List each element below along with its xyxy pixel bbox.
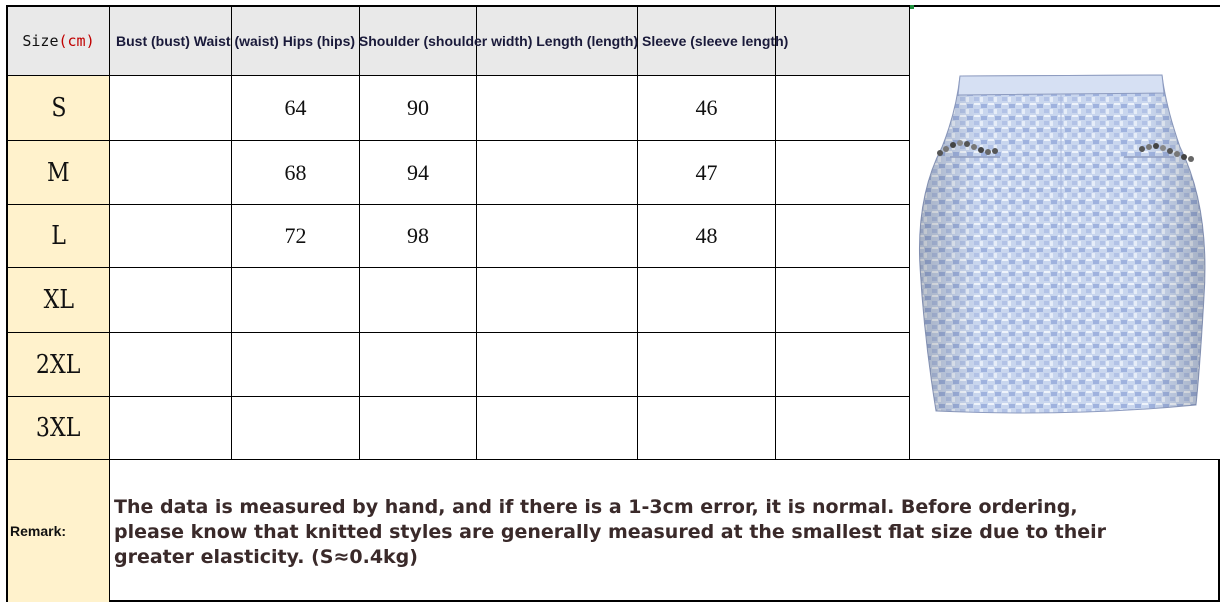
waist-value: 72 bbox=[284, 223, 307, 248]
size-label: S bbox=[50, 93, 67, 123]
remark-label-cell bbox=[8, 460, 110, 602]
cell-waist bbox=[232, 76, 360, 141]
length-value: 47 bbox=[695, 159, 718, 185]
cell-waist bbox=[232, 333, 360, 397]
cell-size bbox=[8, 333, 110, 397]
size-label: L bbox=[51, 221, 66, 251]
cell-bust bbox=[110, 141, 232, 205]
length-value: 48 bbox=[695, 223, 718, 248]
unit-label: (cm) bbox=[58, 32, 95, 50]
remark-label: Remark: bbox=[10, 523, 67, 539]
size-label: M bbox=[47, 157, 70, 188]
skirt-image bbox=[910, 7, 1220, 460]
length-value: 46 bbox=[695, 95, 718, 120]
cell-hips bbox=[360, 205, 477, 268]
cell-shoulder bbox=[477, 333, 638, 397]
cell-shoulder bbox=[477, 205, 638, 268]
cell-length bbox=[638, 333, 776, 397]
cell-waist bbox=[232, 141, 360, 205]
cell-sleeve bbox=[776, 333, 910, 397]
hips-value: 90 bbox=[407, 95, 429, 120]
cell-bust bbox=[110, 268, 232, 333]
cell-size bbox=[8, 397, 110, 460]
cell-size bbox=[8, 268, 110, 333]
cell-length bbox=[638, 268, 776, 333]
size-label: XL bbox=[43, 285, 74, 315]
cell-bust bbox=[110, 205, 232, 268]
cell-length bbox=[638, 76, 776, 141]
header-cell-waist bbox=[232, 7, 360, 76]
cell-waist bbox=[232, 205, 360, 268]
cell-size bbox=[8, 141, 110, 205]
size-chart bbox=[6, 5, 1220, 602]
waist-value: 64 bbox=[284, 95, 307, 120]
cell-waist bbox=[232, 397, 360, 460]
cell-length bbox=[638, 141, 776, 205]
cell-hips bbox=[360, 141, 477, 205]
cell-length bbox=[638, 205, 776, 268]
cell-sleeve bbox=[776, 76, 910, 141]
hips-value: 98 bbox=[407, 223, 429, 248]
cell-shoulder bbox=[477, 76, 638, 141]
product-image-cell bbox=[910, 7, 1220, 460]
size-label: 3XL bbox=[36, 413, 81, 443]
cell-size bbox=[8, 76, 110, 141]
cell-sleeve bbox=[776, 205, 910, 268]
column-headings: Bust (bust) Waist (waist) Hips (hips) Shoulder (shoulder width) Length (length) Sleeve (sleeve length) bbox=[116, 33, 789, 49]
cell-sleeve bbox=[776, 141, 910, 205]
cell-bust bbox=[110, 76, 232, 141]
cell-shoulder bbox=[477, 397, 638, 460]
header-cell-length bbox=[638, 7, 776, 76]
size-header-cell bbox=[8, 7, 110, 76]
cell-hips bbox=[360, 76, 477, 141]
size-label: 2XL bbox=[36, 349, 81, 380]
cell-shoulder bbox=[477, 141, 638, 205]
hips-value: 94 bbox=[407, 159, 429, 185]
cell-hips bbox=[360, 333, 477, 397]
cell-hips bbox=[360, 397, 477, 460]
cell-shoulder bbox=[477, 268, 638, 333]
cell-sleeve bbox=[776, 268, 910, 333]
header-cell-sleeve bbox=[776, 7, 910, 76]
remark-text: The data is measured by hand, and if there is a 1-3cm error, it is normal. Before ordering, please know that knitted styles are generally measured at the smallest flat size due to their greater elasticity. (S≈0.4kg) bbox=[114, 496, 1107, 568]
waist-value: 68 bbox=[284, 159, 307, 185]
cell-bust bbox=[110, 397, 232, 460]
header-cell-shoulder bbox=[477, 7, 638, 76]
cell-size bbox=[8, 205, 110, 268]
header-cell-bust bbox=[110, 7, 232, 76]
cell-hips bbox=[360, 268, 477, 333]
cell-sleeve bbox=[776, 397, 910, 460]
cell-waist bbox=[232, 268, 360, 333]
header-cell-hips bbox=[360, 7, 477, 76]
cell-bust bbox=[110, 333, 232, 397]
size-header-text: Size bbox=[22, 32, 59, 50]
corner-mark bbox=[910, 5, 914, 9]
size-header-label bbox=[22, 32, 94, 50]
cell-length bbox=[638, 397, 776, 460]
skirt-waistband bbox=[958, 75, 1164, 95]
